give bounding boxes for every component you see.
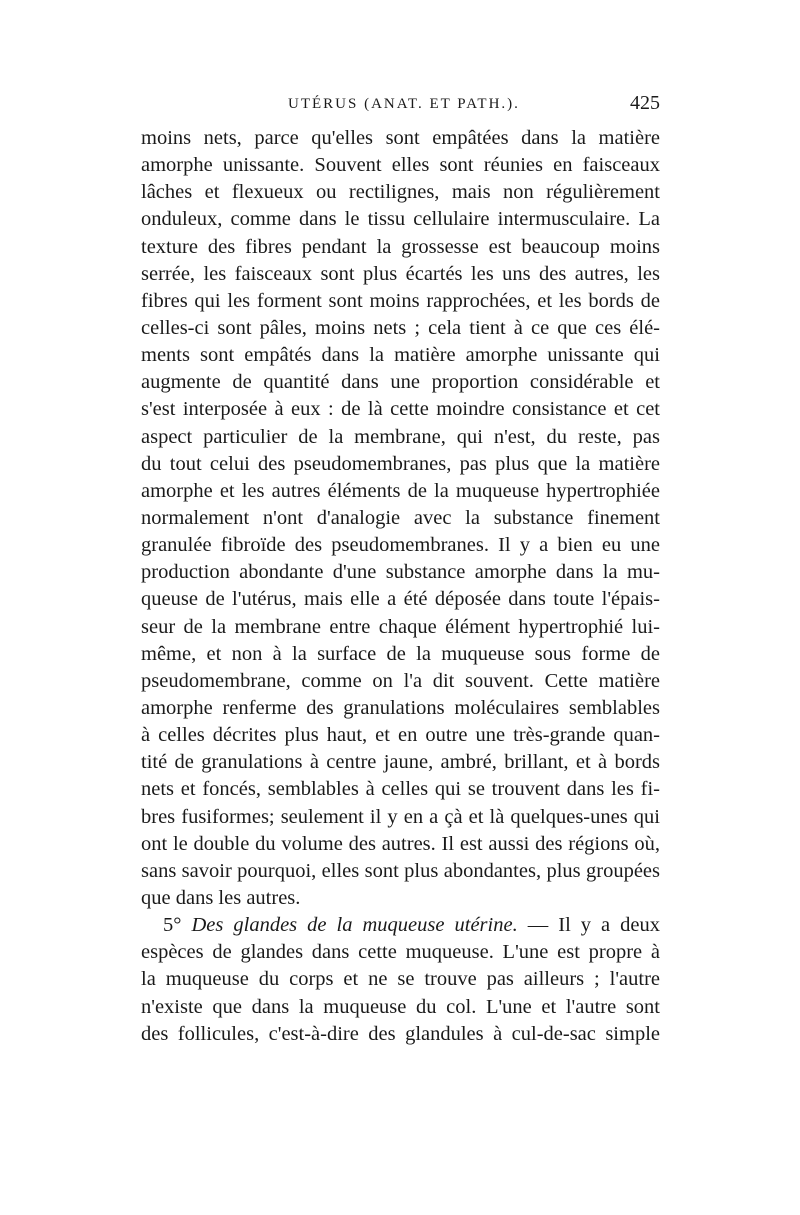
text-line: seur de la membrane entre chaque élément hypertrophié lui- [141, 615, 660, 638]
text-line: amorphe et les autres éléments de la muqueuse hypertrophiée [141, 479, 660, 502]
text-line: amorphe unissante. Souvent elles sont réunies en faisceaux [141, 154, 660, 177]
paragraph-end-line: que dans les autres. [141, 886, 301, 909]
text-line: augmente de quantité dans une proportion considérable et [141, 371, 660, 394]
body-text [141, 125, 660, 1048]
text-line: fibres qui les forment sont moins rapprochées, et les bords de [141, 289, 660, 312]
text-line: serrée, les faisceaux sont plus écartés les uns des autres, les [141, 262, 660, 285]
running-head [140, 92, 660, 120]
section-first-line-rest: — Il y a deux [527, 914, 661, 937]
text-line: texture des fibres pendant la grossesse est beaucoup moins [141, 235, 660, 258]
text-line: la muqueuse du corps et ne se trouve pas ailleurs ; l'autre [141, 968, 660, 991]
text-line: normalement n'ont d'analogie avec la substance finement [141, 506, 660, 529]
text-line: sans savoir pourquoi, elles sont plus abondantes, plus groupées [141, 859, 660, 882]
text-line: ments sont empâtés dans la matière amorphe unissante qui [141, 344, 660, 367]
text-line: queuse de l'utérus, mais elle a été déposée dans toute l'épais- [141, 588, 660, 611]
text-line: nets et foncés, semblables à celles qui se trouvent dans les fi- [141, 778, 660, 801]
page-number: 425 [630, 92, 660, 114]
text-line: n'existe que dans la muqueuse du col. L'une et l'autre sont [141, 995, 660, 1018]
section-number: 5° [163, 914, 182, 937]
text-line: pseudomembrane, comme on l'a dit souvent. Cette matière [141, 669, 660, 692]
text-line: production abondante d'une substance amorphe dans la mu- [141, 561, 660, 584]
text-line: du tout celui des pseudomembranes, pas plus que la matière [141, 452, 660, 475]
text-line: tité de granulations à centre jaune, ambré, brillant, et à bords [141, 751, 660, 774]
section-title: Des glandes de la muqueuse utérine. [191, 914, 518, 937]
text-line: bres fusiformes; seulement il y en a çà et là quelques-unes qui [141, 805, 660, 828]
text-line: amorphe renferme des granulations moléculaires semblables [141, 696, 660, 719]
text-line: s'est interposée à eux : de là cette moindre consistance et cet [141, 398, 660, 421]
text-line: à celles décrites plus haut, et en outre une très-grande quan- [141, 724, 660, 747]
text-line: onduleux, comme dans le tissu cellulaire intermusculaire. La [141, 208, 660, 231]
text-line: des follicules, c'est-à-dire des glandules à cul-de-sac simple [141, 1022, 660, 1045]
text-line: espèces de glandes dans cette muqueuse. L'une est propre à [141, 941, 660, 964]
text-line: moins nets, parce qu'elles sont empâtées dans la matière [141, 127, 660, 149]
text-line: granulée fibroïde des pseudomembranes. Il y a bien eu une [141, 534, 660, 557]
text-line: lâches et flexueux ou rectilignes, mais non régulièrement [141, 181, 660, 204]
text-line: ont le double du volume des autres. Il est aussi des régions où, [141, 832, 660, 855]
text-line: celles-ci sont pâles, moins nets ; cela tient à ce que ces élé- [141, 316, 660, 339]
section-heading-line [141, 912, 660, 939]
text-line: même, et non à la surface de la muqueuse sous forme de [141, 642, 660, 665]
text-line: aspect particulier de la membrane, qui n'est, du reste, pas [141, 425, 660, 448]
running-title: UTÉRUS (ANAT. ET PATH.). [288, 96, 520, 112]
